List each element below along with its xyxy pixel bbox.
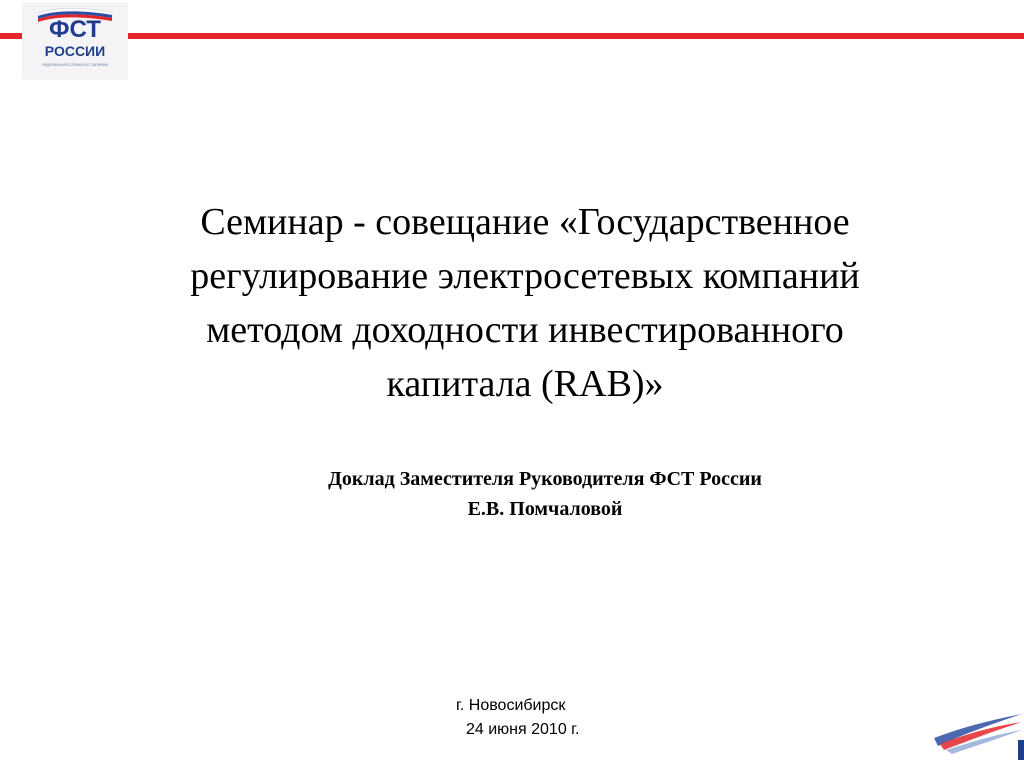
slide-title-line: Семинар - совещание «Государственное	[200, 201, 850, 243]
event-date: 24 июня 2010 г.	[466, 721, 580, 738]
header-rule-left	[0, 33, 22, 39]
swoosh-icon	[930, 700, 1024, 760]
logo-sub-text: РОССИИ	[44, 43, 106, 59]
slide-title-line: регулирование электросетевых компаний	[190, 255, 860, 297]
event-place: г. Новосибирск	[456, 697, 566, 714]
slide-title	[100, 195, 950, 411]
slide-subtitle	[200, 464, 890, 524]
fst-logo	[22, 2, 128, 80]
slide-title-line: капитала (RAB)»	[386, 363, 664, 405]
slide-subtitle-line: Доклад Заместителя Руководителя ФСТ России	[328, 468, 762, 490]
header-rule-right	[128, 33, 1024, 39]
logo-tiny-text: ФЕДЕРАЛЬНАЯ СЛУЖБА ПО ТАРИФАМ	[41, 63, 109, 67]
logo-main-text: ФСТ	[49, 16, 101, 43]
slide-title-line: методом доходности инвестированного	[206, 309, 844, 351]
slide-subtitle-line: Е.В. Помчаловой	[467, 498, 623, 520]
